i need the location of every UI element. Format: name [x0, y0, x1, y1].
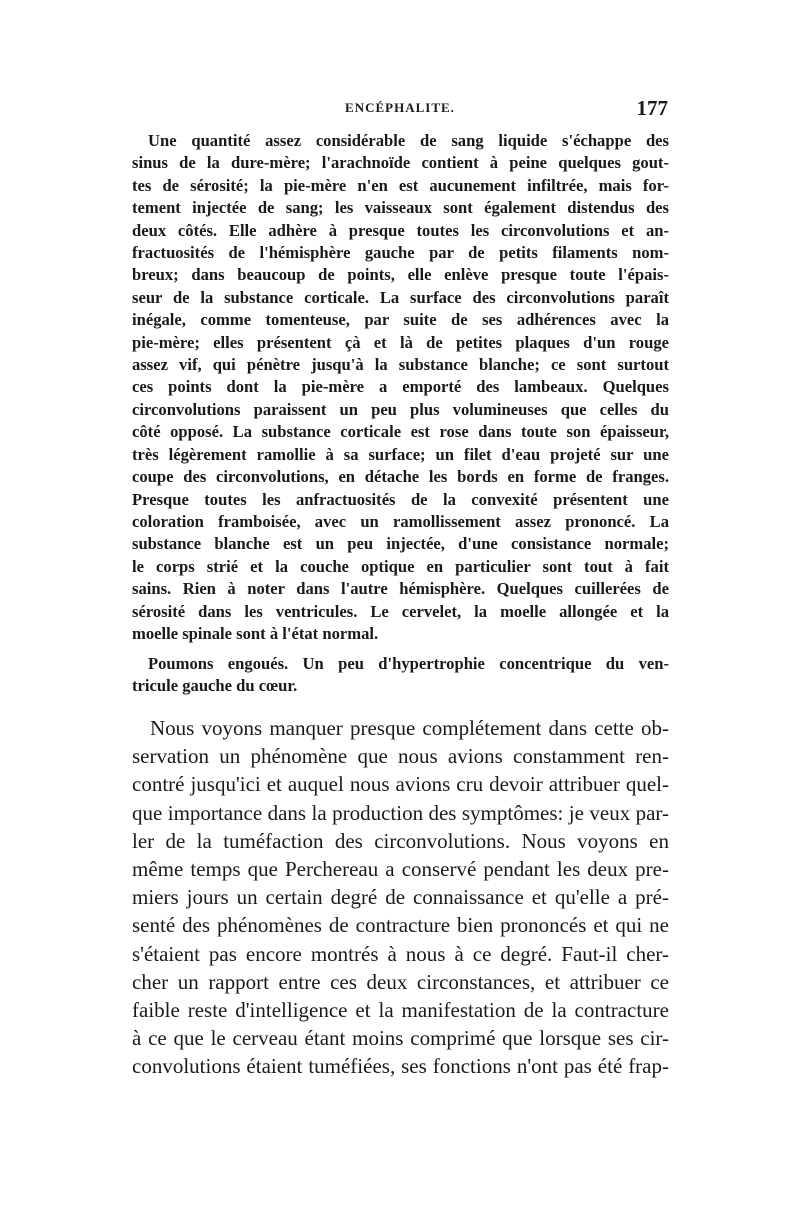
text-line: convolutions étaient tuméfiées, ses fonctions n'ont pas été frap- — [132, 1054, 669, 1079]
text-line: faible reste d'intelligence et la manifestation de la contracture — [132, 998, 669, 1023]
text-line: s'étaient pas encore montrés à nous à ce degré. Faut-il cher- — [132, 941, 669, 966]
text-line: circonvolutions paraissent un peu plus volumineuses que celles du — [132, 399, 669, 419]
text-line: servation un phénomène que nous avions constamment ren- — [132, 744, 669, 769]
running-title: ENCÉPHALITE. — [345, 100, 455, 115]
text-line: fractuosités de l'hémisphère gauche par de petits filaments nom- — [132, 243, 669, 263]
paragraph-lungs-heart — [132, 653, 669, 698]
text-line: côté opposé. La substance corticale est rose dans toute son épaisseur, — [132, 422, 669, 442]
text-line: même temps que Perchereau a conservé pendant les deux pre- — [132, 857, 669, 882]
text-line: moelle spinale sont à l'état normal. — [132, 623, 379, 643]
text-line: coupe des circonvolutions, en détache les bords en forme de franges. — [132, 467, 669, 487]
running-head — [130, 96, 670, 120]
paragraph-commentary — [132, 714, 669, 1081]
text-line: ces points dont la pie-mère a emporté des lambeaux. Quelques — [132, 377, 669, 397]
text-line: sains. Rien à noter dans l'autre hémisphère. Quelques cuillerées de — [132, 579, 669, 599]
text-line: le corps strié et la couche optique en particulier sont tout à fait — [132, 556, 669, 576]
text-line: seur de la substance corticale. La surface des circonvolutions paraît — [132, 287, 669, 307]
text-line: Presque toutes les anfractuosités de la convexité présentent une — [132, 489, 669, 509]
paragraph-autopsy-findings — [132, 130, 669, 645]
text-line: assez vif, qui pénètre jusqu'à la substance blanche; ce sont surtout — [132, 355, 669, 375]
text-line: substance blanche est un peu injectée, d'une consistance normale; — [132, 534, 669, 554]
text-line: à ce que le cerveau étant moins comprimé que lorsque ses cir- — [132, 1026, 669, 1051]
text-line: Une quantité assez considérable de sang liquide s'échappe des — [148, 131, 669, 150]
text-line: sinus de la dure-mère; l'arachnoïde contient à peine quelques gout- — [132, 153, 669, 173]
text-line: Poumons engoués. Un peu d'hypertrophie concentrique du ven- — [148, 654, 669, 673]
text-line: très légèrement ramollie à sa surface; un filet d'eau projeté sur une — [132, 444, 669, 464]
text-line: breux; dans beaucoup de points, elle enlève presque toute l'épais- — [132, 265, 669, 285]
text-line: pie-mère; elles présentent çà et là de petites plaques d'un rouge — [132, 332, 669, 352]
page-number: 177 — [636, 96, 668, 120]
text-line: tement injectée de sang; les vaisseaux sont également distendus des — [132, 198, 669, 218]
text-line: contré jusqu'ici et auquel nous avions cru devoir attribuer quel- — [132, 772, 669, 797]
text-line: Nous voyons manquer presque complétement dans cette ob- — [150, 716, 669, 740]
text-line: que importance dans la production des symptômes: je veux par- — [132, 800, 669, 825]
text-line: sérosité dans les ventricules. Le cervelet, la moelle allongée et la — [132, 601, 669, 621]
text-line: cher un rapport entre ces deux circonstances, et attribuer ce — [132, 969, 669, 994]
text-line: tricule gauche du cœur. — [132, 676, 298, 696]
text-line: coloration framboisée, avec un ramollissement assez prononcé. La — [132, 511, 669, 531]
text-line: deux côtés. Elle adhère à presque toutes les circonvolutions et an- — [132, 220, 669, 240]
text-line: miers jours un certain degré de connaissance et qu'elle a pré- — [132, 885, 669, 910]
text-line: tes de sérosité; la pie-mère n'en est aucunement infiltrée, mais for- — [132, 175, 669, 195]
text-line: senté des phénomènes de contracture bien prononcés et qui ne — [132, 913, 669, 938]
text-line: inégale, comme tomenteuse, par suite de ses adhérences avec la — [132, 310, 669, 330]
text-line: ler de la tuméfaction des circonvolutions. Nous voyons en — [132, 828, 669, 853]
